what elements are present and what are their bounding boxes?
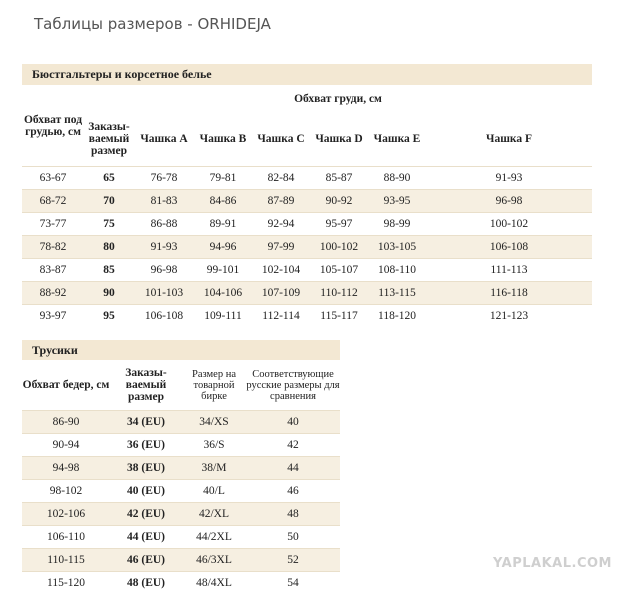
- order-size-cell: 80: [84, 236, 134, 259]
- bust-cell: 112-114: [252, 305, 310, 328]
- order-size-cell: 65: [84, 167, 134, 190]
- tag-size-cell: 42/XL: [182, 503, 246, 526]
- order-size-cell: 36 (EU): [110, 434, 182, 457]
- underbust-cell: 93-97: [22, 305, 84, 328]
- underbust-header: Обхват под грудью, см: [22, 86, 84, 167]
- hips-cell: 90-94: [22, 434, 110, 457]
- table-row: [22, 457, 340, 480]
- russian-size-cell: 42: [246, 434, 340, 457]
- bust-cell: 98-99: [368, 213, 426, 236]
- table-row: [22, 305, 592, 328]
- bust-cell: 93-95: [368, 190, 426, 213]
- order-size-cell: 44 (EU): [110, 526, 182, 549]
- bust-cell: 79-81: [194, 167, 252, 190]
- russian-size-cell: 54: [246, 572, 340, 594]
- tag-size-cell: 36/S: [182, 434, 246, 457]
- tag-size-cell: 44/2XL: [182, 526, 246, 549]
- bust-cell: 95-97: [310, 213, 368, 236]
- underbust-cell: 63-67: [22, 167, 84, 190]
- cup-header: Чашка F: [426, 112, 592, 167]
- russian-size-cell: 44: [246, 457, 340, 480]
- bust-cell: 90-92: [310, 190, 368, 213]
- hips-cell: 94-98: [22, 457, 110, 480]
- bust-cell: 86-88: [134, 213, 194, 236]
- tag-size-cell: 34/XS: [182, 411, 246, 434]
- bust-cell: 92-94: [252, 213, 310, 236]
- order-size-cell: 38 (EU): [110, 457, 182, 480]
- order-size-cell: 42 (EU): [110, 503, 182, 526]
- order-size-header: Заказы-ваемый размер: [110, 360, 182, 411]
- table-row: [22, 259, 592, 282]
- bust-cell: 91-93: [426, 167, 592, 190]
- table-row: [22, 480, 340, 503]
- bust-group-header: Обхват груди, см: [84, 86, 592, 112]
- russian-size-cell: 52: [246, 549, 340, 572]
- table-row: [22, 549, 340, 572]
- order-size-cell: 48 (EU): [110, 572, 182, 594]
- bust-cell: 121-123: [426, 305, 592, 328]
- bust-cell: 96-98: [426, 190, 592, 213]
- bust-cell: 104-106: [194, 282, 252, 305]
- bust-cell: 96-98: [134, 259, 194, 282]
- underbust-cell: 83-87: [22, 259, 84, 282]
- bust-cell: 110-112: [310, 282, 368, 305]
- hips-cell: 115-120: [22, 572, 110, 594]
- underbust-cell: 78-82: [22, 236, 84, 259]
- table-row: [22, 282, 592, 305]
- hips-cell: 86-90: [22, 411, 110, 434]
- bust-cell: 85-87: [310, 167, 368, 190]
- table-row: [22, 411, 340, 434]
- bra-section-title: Бюстгальтеры и корсетное белье: [22, 64, 592, 85]
- bust-cell: 105-107: [310, 259, 368, 282]
- bust-cell: 101-103: [134, 282, 194, 305]
- order-size-cell: 40 (EU): [110, 480, 182, 503]
- cup-header: Чашка A: [134, 112, 194, 167]
- russian-size-header: Соответствующие русские размеры для сравнения: [246, 360, 340, 411]
- bust-cell: 89-91: [194, 213, 252, 236]
- order-size-cell: 90: [84, 282, 134, 305]
- bust-cell: 87-89: [252, 190, 310, 213]
- tag-size-cell: 38/M: [182, 457, 246, 480]
- tag-size-cell: 48/4XL: [182, 572, 246, 594]
- order-size-cell: 34 (EU): [110, 411, 182, 434]
- bust-cell: 103-105: [368, 236, 426, 259]
- cup-header: Чашка C: [252, 112, 310, 167]
- russian-size-cell: 48: [246, 503, 340, 526]
- cup-header: Чашка E: [368, 112, 426, 167]
- underbust-cell: 73-77: [22, 213, 84, 236]
- watermark: YAPLAKAL.COM: [493, 556, 612, 571]
- order-size-cell: 85: [84, 259, 134, 282]
- bust-cell: 109-111: [194, 305, 252, 328]
- table-row: [22, 503, 340, 526]
- hips-cell: 102-106: [22, 503, 110, 526]
- bust-cell: 116-118: [426, 282, 592, 305]
- bust-cell: 115-117: [310, 305, 368, 328]
- bust-cell: 97-99: [252, 236, 310, 259]
- table-row: [22, 190, 592, 213]
- table-row: [22, 213, 592, 236]
- bust-cell: 91-93: [134, 236, 194, 259]
- bust-cell: 76-78: [134, 167, 194, 190]
- bust-cell: 108-110: [368, 259, 426, 282]
- page-title: Таблицы размеров - ORHIDEJA: [34, 15, 271, 33]
- bust-cell: 100-102: [310, 236, 368, 259]
- table-row: [22, 526, 340, 549]
- bust-cell: 113-115: [368, 282, 426, 305]
- bust-cell: 102-104: [252, 259, 310, 282]
- bust-cell: 82-84: [252, 167, 310, 190]
- table-row: [22, 572, 340, 594]
- cup-header: Чашка B: [194, 112, 252, 167]
- table-row: [22, 434, 340, 457]
- bra-size-table: [22, 86, 592, 327]
- underbust-cell: 68-72: [22, 190, 84, 213]
- order-size-header: Заказы-ваемый размер: [84, 112, 134, 167]
- bust-cell: 107-109: [252, 282, 310, 305]
- bust-cell: 94-96: [194, 236, 252, 259]
- hips-cell: 98-102: [22, 480, 110, 503]
- bust-cell: 100-102: [426, 213, 592, 236]
- tag-size-cell: 46/3XL: [182, 549, 246, 572]
- russian-size-cell: 46: [246, 480, 340, 503]
- panties-section-title: Трусики: [22, 340, 340, 360]
- tag-size-cell: 40/L: [182, 480, 246, 503]
- bust-cell: 106-108: [426, 236, 592, 259]
- order-size-cell: 46 (EU): [110, 549, 182, 572]
- underbust-cell: 88-92: [22, 282, 84, 305]
- table-row: [22, 236, 592, 259]
- hips-header: Обхват бедер, см: [22, 360, 110, 411]
- bust-cell: 111-113: [426, 259, 592, 282]
- cup-header: Чашка D: [310, 112, 368, 167]
- bust-cell: 106-108: [134, 305, 194, 328]
- panties-size-table: [22, 340, 340, 594]
- bust-cell: 84-86: [194, 190, 252, 213]
- hips-cell: 106-110: [22, 526, 110, 549]
- order-size-cell: 95: [84, 305, 134, 328]
- order-size-cell: 75: [84, 213, 134, 236]
- bust-cell: 99-101: [194, 259, 252, 282]
- bust-cell: 81-83: [134, 190, 194, 213]
- order-size-cell: 70: [84, 190, 134, 213]
- table-row: [22, 167, 592, 190]
- russian-size-cell: 50: [246, 526, 340, 549]
- russian-size-cell: 40: [246, 411, 340, 434]
- bust-cell: 88-90: [368, 167, 426, 190]
- tag-size-header: Размер на товарной бирке: [182, 360, 246, 411]
- bust-cell: 118-120: [368, 305, 426, 328]
- hips-cell: 110-115: [22, 549, 110, 572]
